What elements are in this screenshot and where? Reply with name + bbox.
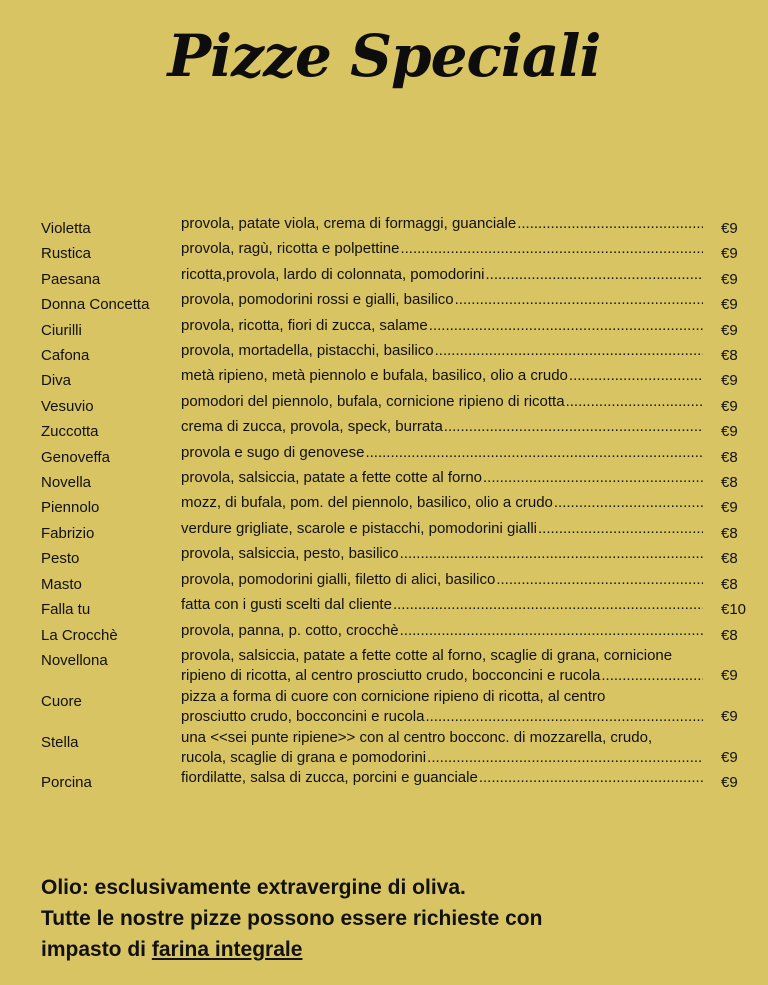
pizza-price: €9 <box>721 372 738 390</box>
pizza-name: Piennolo <box>41 499 100 517</box>
pizza-price: €9 <box>721 397 738 415</box>
pizza-price: €9 <box>721 245 738 263</box>
dot-leader <box>400 544 703 564</box>
oil-note: Olio: esclusivamente extravergine di oliva. <box>41 876 466 899</box>
pizza-price: €8 <box>721 575 738 593</box>
menu-item <box>41 366 753 391</box>
pizza-name: Novellona <box>41 651 108 669</box>
pizza-name: Cafona <box>41 347 90 365</box>
description-line: ripieno di ricotta, al centro prosciutto crudo, bocconcini e rucola <box>181 667 601 685</box>
dot-leader <box>601 666 703 686</box>
whole-wheat-link[interactable]: farina integrale <box>151 938 303 961</box>
pizza-name: Cuore <box>41 692 82 710</box>
dot-leader <box>538 519 703 539</box>
menu-item <box>41 621 753 646</box>
pizza-price: €9 <box>721 270 738 288</box>
pizza-name: Fabrizio <box>41 524 95 542</box>
pizza-name: Paesana <box>41 270 101 288</box>
pizza-name: Porcina <box>41 774 92 792</box>
menu-item <box>41 468 753 493</box>
pizza-name: Diva <box>41 372 72 390</box>
description-line: provola e sugo di genovese <box>181 443 365 461</box>
pizza-price: €9 <box>721 667 738 685</box>
dough-note: Tutte le nostre pizze possono essere richieste con <box>41 907 543 930</box>
dot-leader <box>569 366 703 386</box>
dot-leader <box>483 468 703 488</box>
dot-leader <box>566 392 703 412</box>
pizza-description <box>181 493 703 513</box>
pizza-description <box>181 392 703 412</box>
pizza-name: Novella <box>41 474 92 492</box>
pizza-description <box>181 214 703 234</box>
pizza-description <box>181 316 703 336</box>
dot-leader <box>400 239 703 259</box>
dot-leader <box>479 768 703 788</box>
dot-leader <box>427 748 703 768</box>
description-line: provola, ragù, ricotta e polpettine <box>181 240 400 258</box>
dough-note-prefix: impasto di <box>41 938 152 961</box>
menu-item <box>41 239 753 264</box>
menu-item <box>41 570 753 595</box>
menu-item <box>41 768 753 793</box>
pizza-price: €8 <box>721 448 738 466</box>
description-line: provola, salsiccia, patate a fette cotte al forno, scaglie di grana, cornicione <box>181 646 673 664</box>
pizza-name: Vesuvio <box>41 397 94 415</box>
dot-leader <box>554 493 703 513</box>
pizza-price: €9 <box>721 220 738 237</box>
menu-item <box>41 646 753 687</box>
pizza-description <box>181 290 703 310</box>
dot-leader <box>455 290 703 310</box>
description-line: provola, panna, p. cotto, crocchè <box>181 621 399 639</box>
menu-item <box>41 265 753 290</box>
description-line: metà ripieno, metà piennolo e bufala, basilico, olio a crudo <box>181 367 568 385</box>
pizza-name: Ciurilli <box>41 321 82 339</box>
description-line: provola, patate viola, crema di formaggi, guanciale <box>181 215 517 232</box>
dot-leader <box>365 443 703 463</box>
menu-list <box>41 214 753 794</box>
menu-item <box>41 290 753 315</box>
pizza-price: €9 <box>721 499 738 517</box>
menu-item <box>41 417 753 442</box>
dot-leader <box>486 265 703 285</box>
menu-item <box>41 392 753 417</box>
menu-item <box>41 519 753 544</box>
pizza-description <box>181 341 703 361</box>
pizza-name: Violetta <box>41 220 91 237</box>
menu-item <box>41 544 753 569</box>
pizza-price: €9 <box>721 423 738 441</box>
description-line: pomodori del piennolo, bufala, cornicione ripieno di ricotta <box>181 392 565 410</box>
menu-item <box>41 595 753 620</box>
description-line: prosciutto crudo, bocconcini e rucola <box>181 708 425 726</box>
dot-leader <box>435 341 703 361</box>
pizza-price: €8 <box>721 626 738 644</box>
description-line: fiordilatte, salsa di zucca, porcini e guanciale <box>181 769 478 787</box>
dot-leader <box>444 417 703 437</box>
pizza-price: €10 <box>721 601 747 619</box>
dot-leader <box>393 595 703 615</box>
pizza-name: Donna Concetta <box>41 296 150 314</box>
description-line: provola, salsiccia, pesto, basilico <box>181 545 399 563</box>
page-title: Pizze Speciali <box>167 22 601 90</box>
menu-item <box>41 341 753 366</box>
dot-leader <box>425 707 703 727</box>
description-line: provola, ricotta, fiori di zucca, salame <box>181 316 428 334</box>
pizza-name: Genoveffa <box>41 448 110 466</box>
pizza-description <box>181 646 703 687</box>
pizza-name: Falla tu <box>41 601 91 619</box>
pizza-price: €9 <box>721 774 738 792</box>
pizza-description <box>181 728 703 769</box>
menu-item <box>41 316 753 341</box>
pizza-description <box>181 570 703 590</box>
pizza-description <box>181 544 703 564</box>
description-line: ricotta,provola, lardo di colonnata, pomodorini <box>181 265 485 283</box>
pizza-description <box>181 768 703 788</box>
description-line: fatta con i gusti scelti dal cliente <box>181 596 392 614</box>
pizza-description <box>181 468 703 488</box>
pizza-price: €8 <box>721 524 738 542</box>
menu-item <box>41 214 753 239</box>
pizza-description <box>181 519 703 539</box>
description-line: una <<sei punte ripiene>> con al centro bocconc. di mozzarella, crudo, <box>181 728 653 746</box>
dot-leader <box>496 570 703 590</box>
dot-leader <box>429 316 703 336</box>
description-line: provola, pomodorini rossi e gialli, basilico <box>181 291 454 309</box>
pizza-name: Pesto <box>41 550 80 568</box>
pizza-price: €9 <box>721 748 738 766</box>
pizza-description <box>181 687 703 728</box>
menu-item <box>41 443 753 468</box>
dot-leader <box>400 621 703 641</box>
pizza-price: €8 <box>721 474 738 492</box>
pizza-price: €9 <box>721 296 738 314</box>
dot-leader <box>517 214 703 234</box>
menu-item <box>41 687 753 728</box>
pizza-price: €9 <box>721 321 738 339</box>
description-line: verdure grigliate, scarole e pistacchi, pomodorini gialli <box>181 519 538 537</box>
pizza-description <box>181 595 703 615</box>
pizza-description <box>181 239 703 259</box>
pizza-name: Stella <box>41 733 79 751</box>
pizza-name: Masto <box>41 575 82 593</box>
pizza-price: €9 <box>721 708 738 726</box>
menu-item <box>41 728 753 769</box>
description-line: pizza a forma di cuore con cornicione ripieno di ricotta, al centro <box>181 687 606 705</box>
pizza-description <box>181 621 703 641</box>
menu-item <box>41 493 753 518</box>
description-line: provola, salsiccia, patate a fette cotte al forno <box>181 469 483 487</box>
pizza-price: €8 <box>721 550 738 568</box>
pizza-price: €8 <box>721 347 738 365</box>
pizza-description <box>181 443 703 463</box>
pizza-name: Rustica <box>41 245 92 263</box>
pizza-name: Zuccotta <box>41 423 99 441</box>
description-line: provola, pomodorini gialli, filetto di alici, basilico <box>181 570 496 588</box>
description-line: provola, mortadella, pistacchi, basilico <box>181 342 434 360</box>
footer-notes <box>41 872 741 965</box>
description-line: rucola, scaglie di grana e pomodorini <box>181 748 427 766</box>
pizza-description <box>181 417 703 437</box>
dough-note-line3 <box>41 934 741 965</box>
pizza-name: La Crocchè <box>41 626 118 644</box>
description-line: crema di zucca, provola, speck, burrata <box>181 418 443 436</box>
description-line: mozz, di bufala, pom. del piennolo, basilico, olio a crudo <box>181 494 553 512</box>
pizza-description <box>181 366 703 386</box>
pizza-description <box>181 265 703 285</box>
